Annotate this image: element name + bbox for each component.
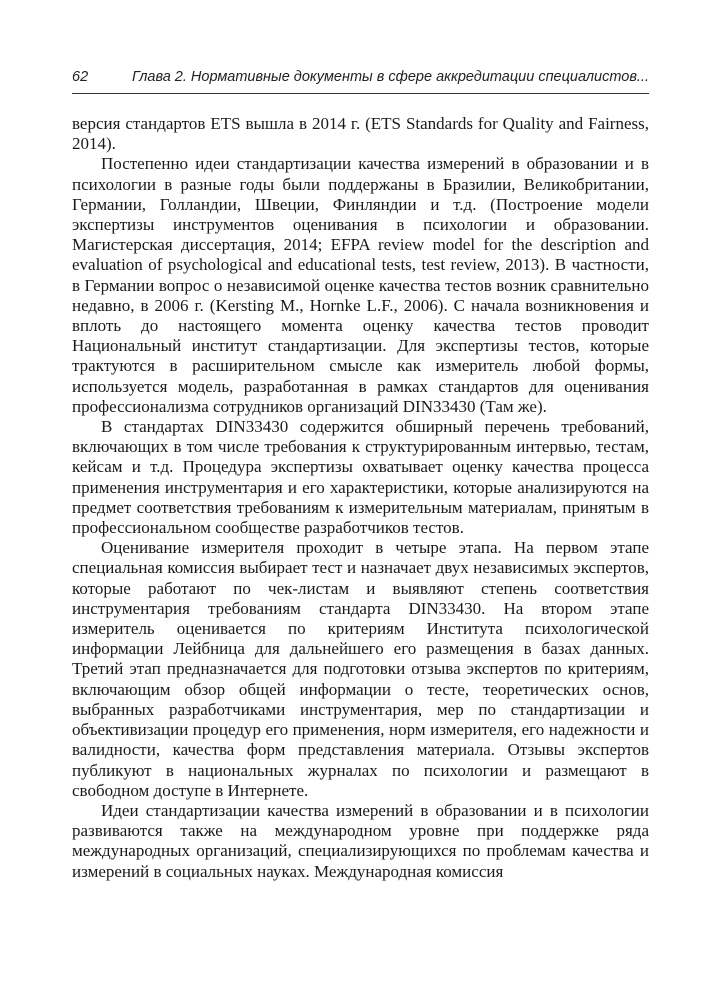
chapter-title: Глава 2. Нормативные документы в сфере аккредитации специалистов... bbox=[131, 69, 649, 85]
header-rule bbox=[72, 93, 649, 94]
paragraph: В стандартах DIN33430 содержится обширный перечень требований, включающих в том числе требования к структурированным интервью, тестам, кейсам и т.д. Процедура экспертизы охватывает оценку качества процесса применения инструментария и его характеристики, которые анализируются на предмет соответствия требованиям к измерительным материалам, принятым в профессиональном сообществе разработчиков тестов. bbox=[72, 417, 649, 538]
running-header bbox=[72, 66, 649, 88]
body-text bbox=[72, 114, 649, 882]
paragraph: Постепенно идеи стандартизации качества измерений в образовании и в психологии в разные годы были поддержаны в Бразилии, Великобритании, Германии, Голландии, Швеции, Финляндии и т.д. (Построение модели экспертизы инструментов оценивания в психологии и образовании. Магистерская диссертация, 2014; EFPA review model for the description and evaluation of psychological and educational tests, test review, 2013). В частности, в Германии вопрос о независимой оценке качества тестов возник сравнительно недавно, в 2006 г. (Kersting M., Hornke L.F., 2006). С начала возникновения и вплоть до настоящего момента оценку качества тестов проводит Национальный институт стандартизации. Для экспертизы тестов, которые трактуются в расширительном смысле как измеритель любой формы, используется модель, разработанная в рамках стандартов для оценивания профессионализма сотрудников организаций DIN33430 (Там же). bbox=[72, 154, 649, 416]
paragraph: Оценивание измерителя проходит в четыре этапа. На первом этапе специальная комиссия выбирает тест и назначает двух независимых экспертов, которые работают по чек-листам и выявляют степень соответствия инструментария требованиям стандарта DIN33430. На втором этапе измеритель оценивается по критериям Института психологической информации Лейбница для дальнейшего его размещения в базах данных. Третий этап предназначается для подготовки отзыва экспертов по критериям, включающим обзор общей информации о тесте, теоретических основ, выбранных разработчиками инструментария, мер по стандартизации и объективизации процедур его применения, норм измерителя, его надежности и валидности, качества форм представления материала. Отзывы экспертов публикуют в национальных журналах по психологии и размещают в свободном доступе в Интернете. bbox=[72, 538, 649, 800]
paragraph: Идеи стандартизации качества измерений в образовании и в психологии развиваются также на международном уровне при поддержке ряда международных организаций, специализирующихся по проблемам качества и измерений в социальных науках. Международная комиссия bbox=[72, 800, 649, 881]
paragraph-continued: версия стандартов ETS вышла в 2014 г. (ETS Standards for Quality and Fairness, 2014). bbox=[72, 114, 649, 154]
page-number: 62 bbox=[72, 69, 89, 85]
